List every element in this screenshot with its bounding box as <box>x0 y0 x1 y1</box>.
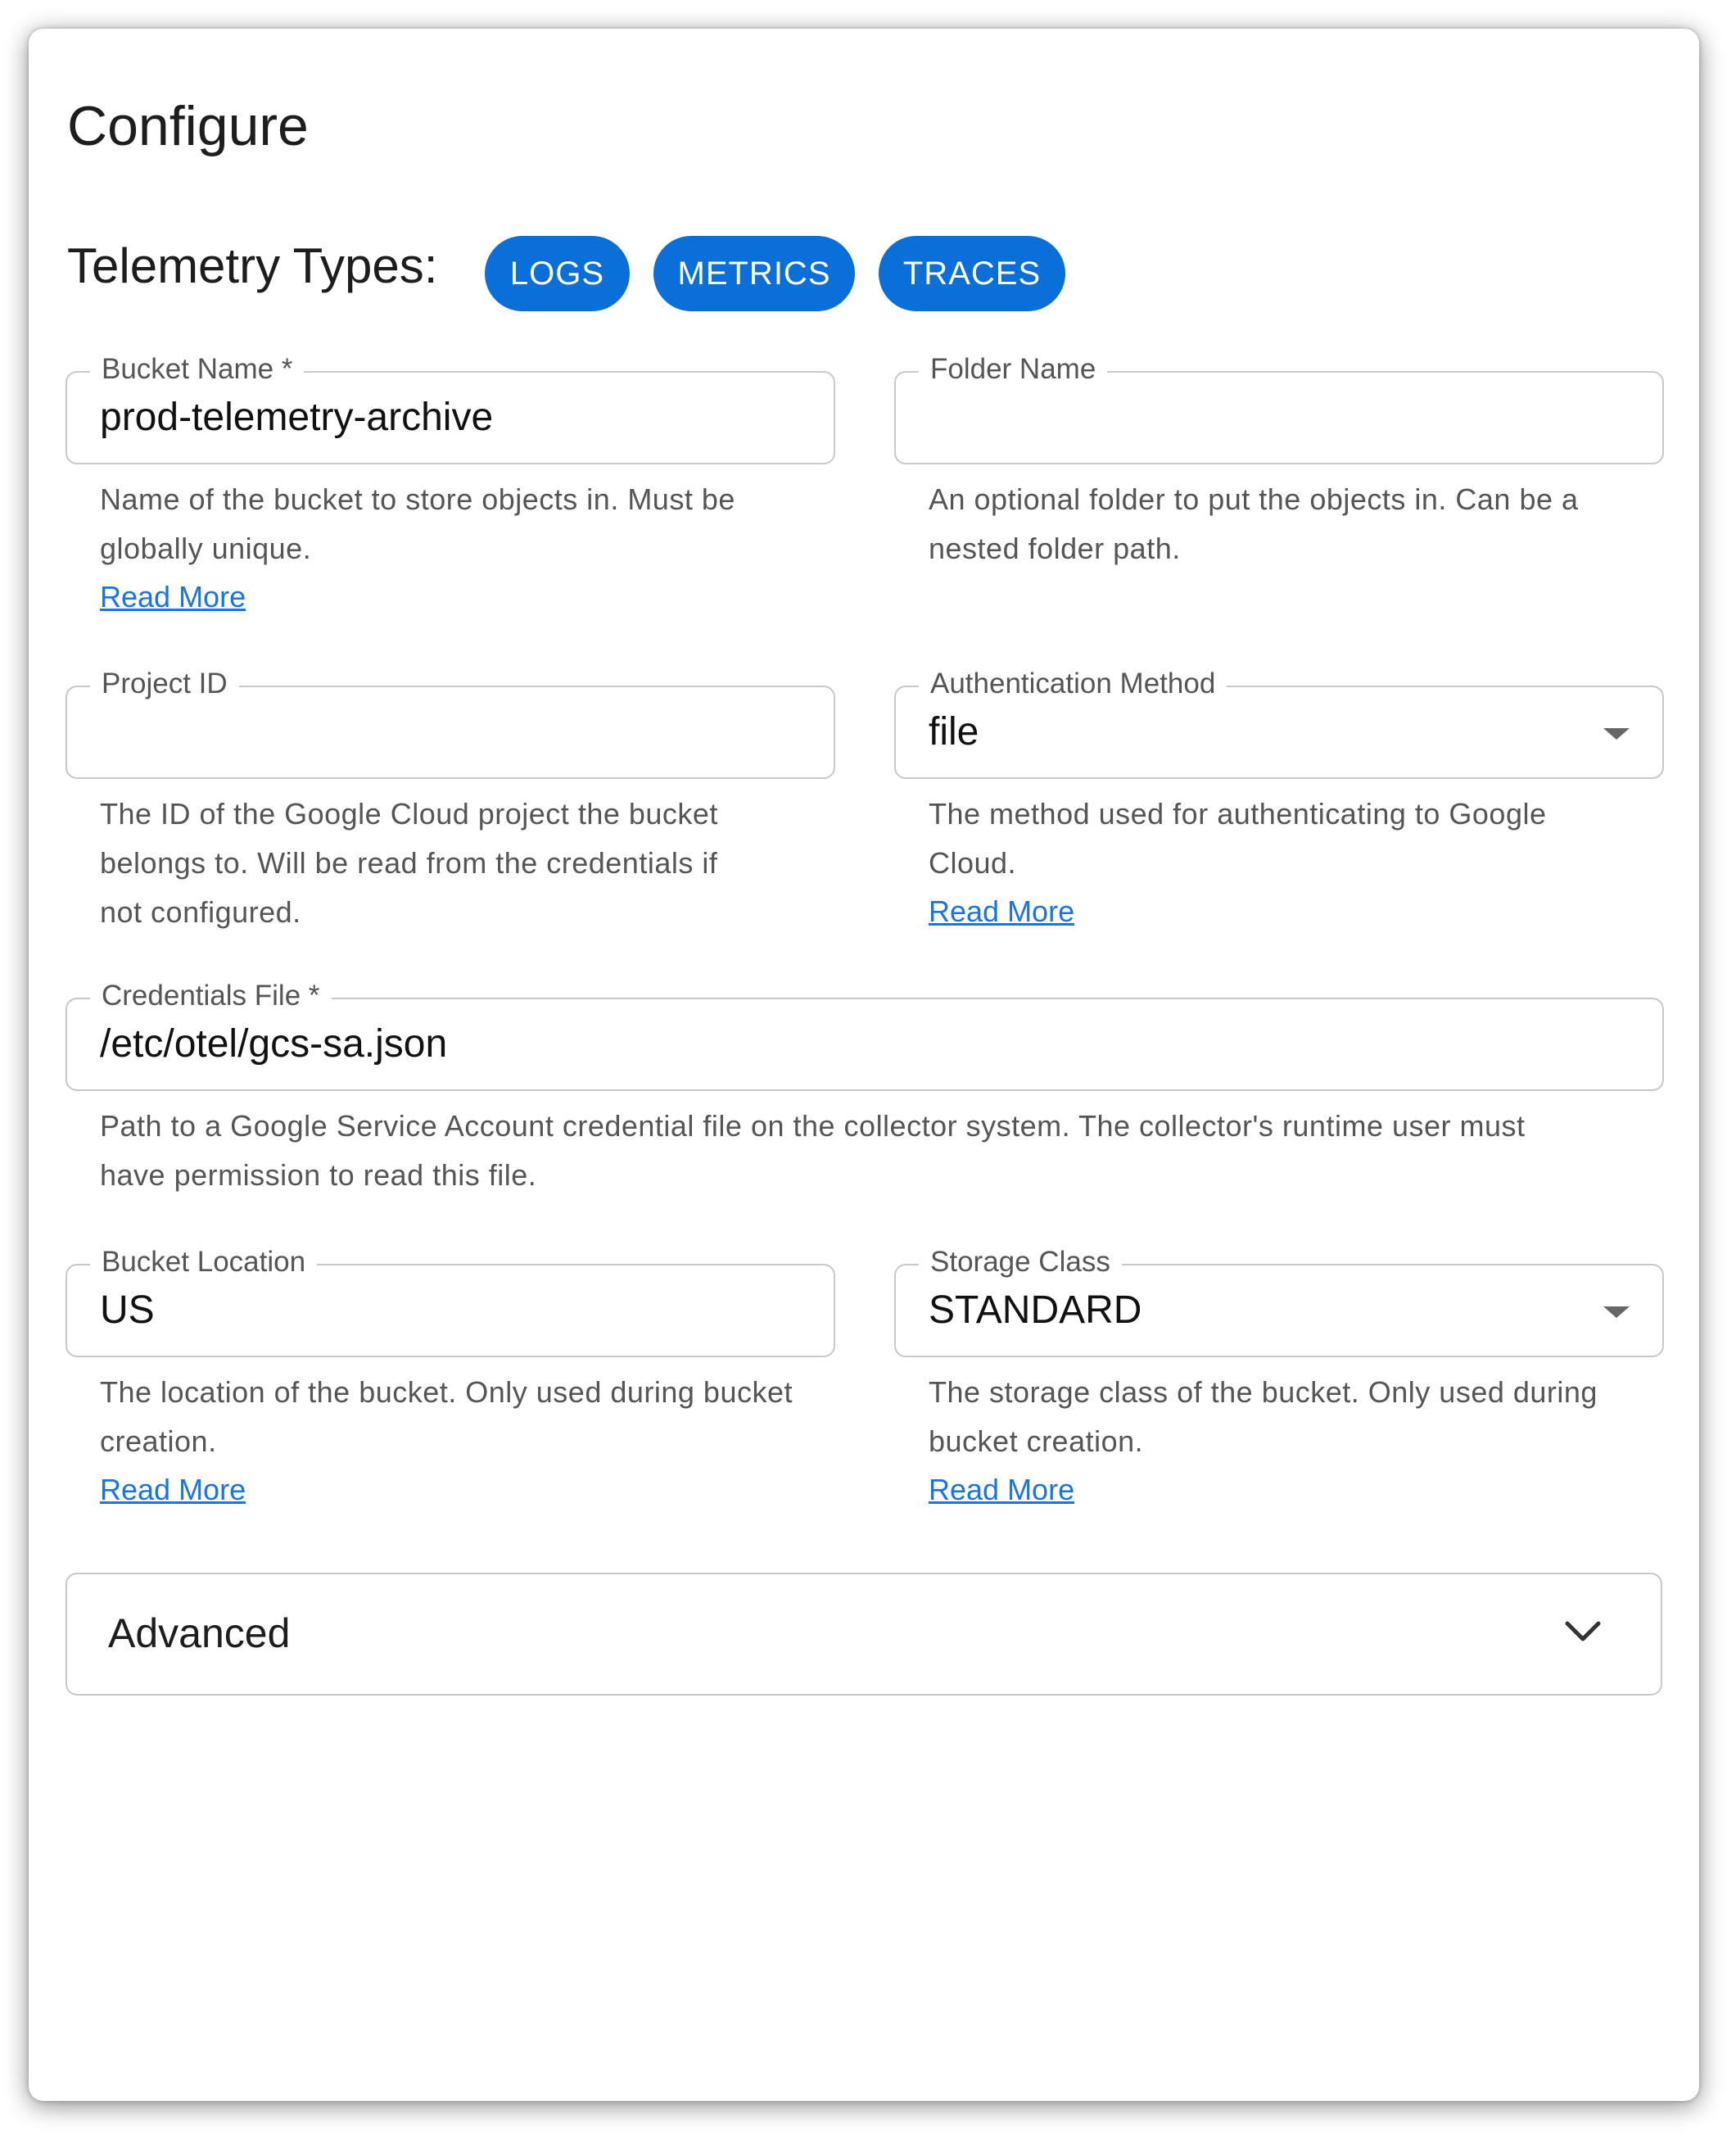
storage-class-label: Storage Class <box>919 1244 1122 1280</box>
auth-method-value: file <box>929 710 979 754</box>
dropdown-arrow-icon[interactable] <box>1603 728 1630 740</box>
credentials-file-label: Credentials File * <box>90 978 332 1014</box>
bucket-name-help-line-1: Name of the bucket to store objects in. Must be <box>100 482 735 516</box>
chip-metrics[interactable]: METRICS <box>653 236 855 311</box>
storage-class-help <box>929 1368 1598 1466</box>
chip-logs[interactable]: LOGS <box>485 236 630 311</box>
storage-class-help-line-2: bucket creation. <box>929 1424 1144 1458</box>
auth-method-read-more-link[interactable]: Read More <box>929 894 1075 928</box>
credentials-file-value[interactable]: /etc/otel/gcs-sa.json <box>100 1022 448 1066</box>
project-id-help-line-3: not configured. <box>100 895 301 929</box>
folder-name-label: Folder Name <box>919 351 1107 387</box>
project-id-help-line-1: The ID of the Google Cloud project the bucket <box>100 797 718 831</box>
folder-name-help-line-1: An optional folder to put the objects in. Can be a <box>929 482 1579 516</box>
advanced-label: Advanced <box>108 1610 291 1656</box>
chevron-down-icon[interactable] <box>1562 1615 1603 1648</box>
storage-class-help-line-1: The storage class of the bucket. Only used during <box>929 1375 1598 1409</box>
storage-class-select[interactable] <box>894 1246 1664 1357</box>
bucket-name-help <box>100 475 735 573</box>
bucket-location-field[interactable] <box>66 1246 835 1357</box>
storage-class-read-more-link[interactable]: Read More <box>929 1473 1075 1506</box>
project-id-field[interactable] <box>66 668 835 779</box>
bucket-location-label: Bucket Location <box>90 1244 317 1280</box>
dropdown-arrow-icon[interactable] <box>1603 1306 1630 1318</box>
project-id-help <box>100 790 718 937</box>
bucket-location-help-line-1: The location of the bucket. Only used during bucket <box>100 1375 793 1409</box>
auth-method-label: Authentication Method <box>919 666 1227 702</box>
bucket-name-help-line-2: globally unique. <box>100 532 312 565</box>
bucket-name-field[interactable] <box>66 353 835 464</box>
bucket-location-help <box>100 1368 793 1466</box>
project-id-help-line-2: belongs to. Will be read from the credentials if <box>100 846 718 880</box>
auth-method-help <box>929 790 1546 888</box>
credentials-file-field[interactable] <box>66 980 1664 1091</box>
auth-method-help-line-1: The method used for authenticating to Google <box>929 797 1547 831</box>
auth-method-help-line-2: Cloud. <box>929 846 1017 880</box>
project-id-label: Project ID <box>90 666 239 702</box>
bucket-location-read-more-link[interactable]: Read More <box>100 1473 246 1506</box>
folder-name-help-line-2: nested folder path. <box>929 532 1181 565</box>
bucket-name-label: Bucket Name * <box>90 351 304 387</box>
folder-name-field[interactable] <box>894 353 1664 464</box>
configure-card <box>29 29 1699 2101</box>
storage-class-value: STANDARD <box>929 1288 1142 1332</box>
telemetry-types-label: Telemetry Types: <box>67 238 438 293</box>
credentials-file-help-line-1: Path to a Google Service Account credential file on the collector system. The collector's runtime user must <box>100 1109 1526 1143</box>
bucket-location-value[interactable]: US <box>100 1288 155 1332</box>
folder-name-help <box>929 475 1579 573</box>
credentials-file-help <box>100 1102 1526 1200</box>
bucket-name-read-more-link[interactable]: Read More <box>100 580 246 613</box>
bucket-location-help-line-2: creation. <box>100 1424 217 1458</box>
credentials-file-help-line-2: have permission to read this file. <box>100 1158 537 1192</box>
advanced-accordion[interactable] <box>66 1573 1662 1696</box>
bucket-name-value[interactable]: prod-telemetry-archive <box>100 396 494 439</box>
chip-traces[interactable]: TRACES <box>879 236 1065 311</box>
auth-method-select[interactable] <box>894 668 1664 779</box>
page-title: Configure <box>67 95 309 157</box>
